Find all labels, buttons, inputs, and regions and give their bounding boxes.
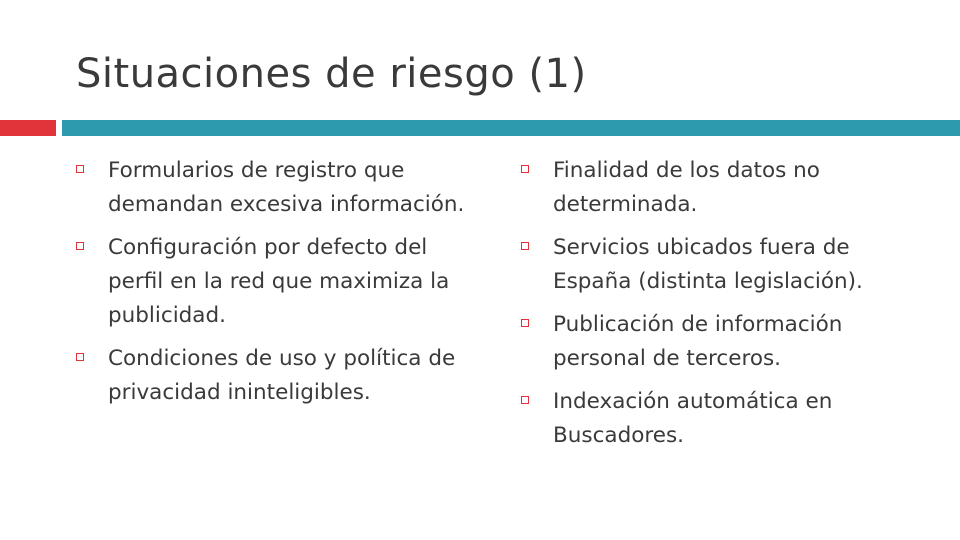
list-item-text: Servicios ubicados fuera de España (distinta legislación). [553,235,863,294]
square-bullet-icon [521,396,529,404]
square-bullet-icon [76,242,84,250]
square-bullet-icon [521,319,529,327]
bullet-list-left [76,154,471,419]
list-item-text: Condiciones de uso y política de privacidad ininteligibles. [108,346,456,405]
square-bullet-icon [521,242,529,250]
slide-title: Situaciones de riesgo (1) [76,51,587,97]
list-item-text: Indexación automática en Buscadores. [553,389,833,448]
list-item-text: Publicación de información personal de terceros. [553,312,843,371]
list-item [76,231,471,333]
accent-bar-red [0,120,56,136]
square-bullet-icon [76,353,84,361]
list-item [521,231,921,299]
square-bullet-icon [521,165,529,173]
list-item [76,154,471,222]
list-item-text: Finalidad de los datos no determinada. [553,158,820,217]
list-item-text: Formularios de registro que demandan excesiva información. [108,158,465,217]
list-item [76,342,471,410]
bullet-list-right [521,154,921,462]
square-bullet-icon [76,165,84,173]
list-item [521,154,921,222]
list-item-text: Configuración por defecto del perfil en la red que maximiza la publicidad. [108,235,450,328]
list-item [521,385,921,453]
accent-bar-teal [62,120,960,136]
list-item [521,308,921,376]
